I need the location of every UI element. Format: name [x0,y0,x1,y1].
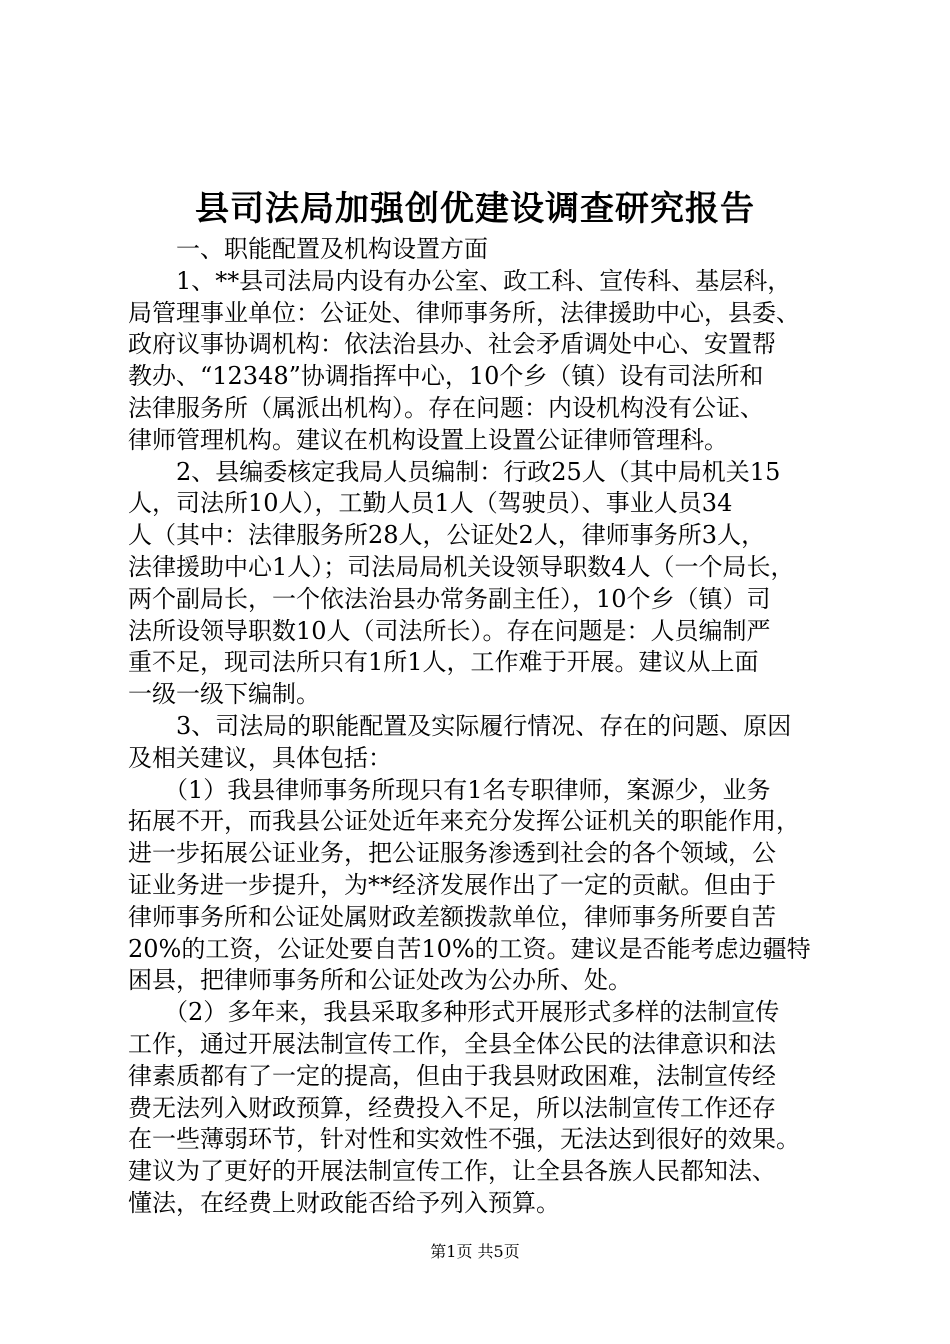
body-line: 局管理事业单位：公证处、律师事务所，法律援助中心，县委、 [128,298,800,327]
body-line: 律师事务所和公证处属财政差额拨款单位，律师事务所要自苦 [128,902,776,931]
document-title: 县司法局加强创优建设调查研究报告 [195,189,755,229]
body-line: 建议为了更好的开展法制宣传工作，让全县各族人民都知法、 [128,1157,776,1186]
body-line: （2）多年来，我县采取多种形式开展形式多样的法制宣传 [128,998,780,1027]
body-line: 律素质都有了一定的提高，但由于我县财政困难，法制宣传经 [128,1061,776,1090]
body-line: 人（其中：法律服务所28人，公证处2人，律师事务所3人， [128,521,766,550]
page-footer: 第1页 共5页 [430,1242,520,1261]
body-line: 懂法，在经费上财政能否给予列入预算。 [128,1188,560,1217]
body-line: 3、司法局的职能配置及实际履行情况、存在的问题、原因 [128,711,792,740]
body-line: 法所设领导职数10人（司法所长）。存在问题是：人员编制严 [128,616,771,645]
body-line: 2、县编委核定我局人员编制：行政25人（其中局机关15 [128,457,781,486]
body-line: 一、职能配置及机构设置方面 [128,235,488,263]
body-line: 人，司法所10人），工勤人员1人（驾驶员）、事业人员34 [128,489,733,518]
body-line: 及相关建议，具体包括： [128,743,392,772]
body-line: 困县，把律师事务所和公证处改为公办所、处。 [128,966,632,995]
body-line: 律师管理机构。建议在机构设置上设置公证律师管理科。 [128,425,728,454]
body-line: 重不足，现司法所只有1所1人，工作难于开展。建议从上面 [128,648,759,677]
body-line: 两个副局长，一个依法治县办常务副主任），10个乡（镇）司 [128,584,771,613]
body-line: 一级一级下编制。 [128,680,320,709]
document-body [128,234,828,1220]
body-line: 法律援助中心1人）；司法局局机关设领导职数4人（一个局长， [128,552,795,581]
body-line: 拓展不开，而我县公证处近年来充分发挥公证机关的职能作用， [128,807,800,836]
body-line: （1）我县律师事务所现只有1名专职律师，案源少，业务 [128,775,771,804]
body-line: 进一步拓展公证业务，把公证服务渗透到社会的各个领域，公 [128,839,776,868]
body-line: 教办、“12348”协调指挥中心，10个乡（镇）设有司法所和 [128,362,764,391]
body-line: 政府议事协调机构：依法治县办、社会矛盾调处中心、安置帮 [128,330,776,359]
body-line: 法律服务所（属派出机构）。存在问题：内设机构没有公证、 [128,393,764,422]
body-line: 在一些薄弱环节，针对性和实效性不强，无法达到很好的效果。 [128,1125,800,1154]
body-line: 20%的工资，公证处要自苦10%的工资。建议是否能考虑边疆特 [128,934,811,963]
body-line: 费无法列入财政预算，经费投入不足，所以法制宣传工作还存 [128,1093,776,1122]
body-line: 1、**县司法局内设有办公室、政工科、宣传科、基层科， [128,266,792,295]
body-line: 证业务进一步提升，为**经济发展作出了一定的贡献。但由于 [128,870,776,899]
body-line: 工作，通过开展法制宣传工作，全县全体公民的法律意识和法 [128,1029,776,1058]
